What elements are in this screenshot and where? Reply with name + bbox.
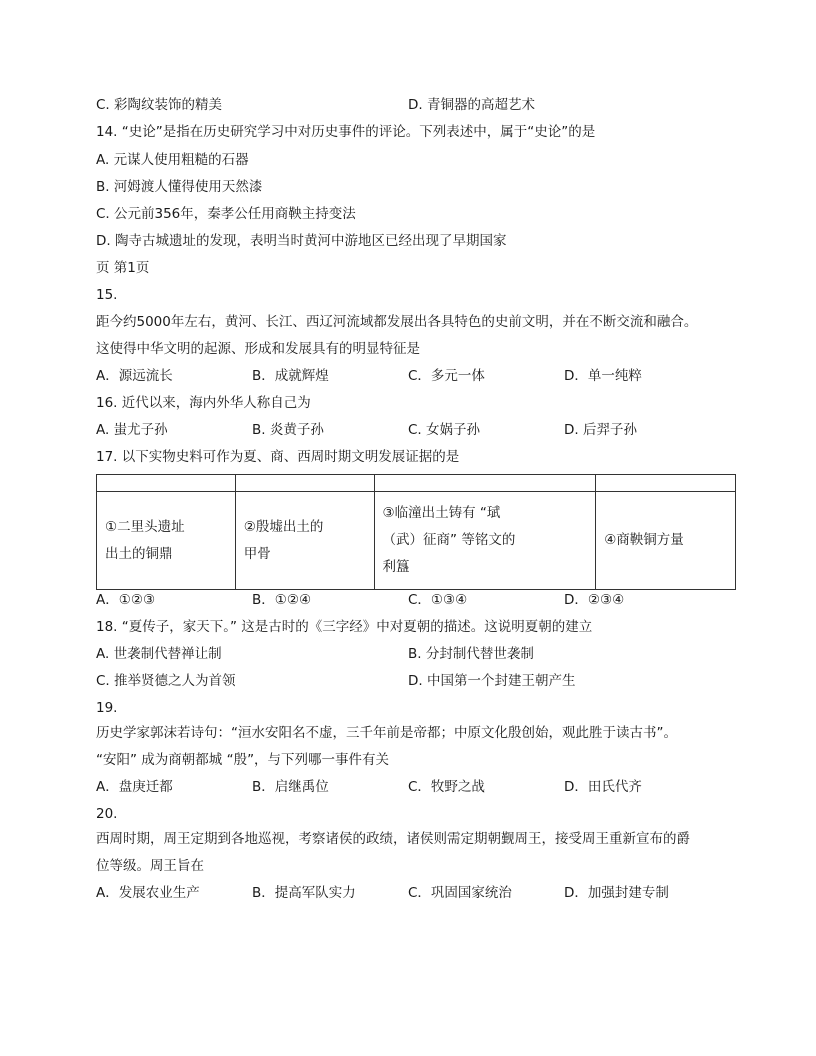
q14-option-c: C. 公元前356年，秦孝公任用商鞅主持变法 [96, 206, 356, 222]
q18-option-a: A. 世袭制代替禅让制 [96, 646, 222, 662]
q15-number: 15. [96, 287, 118, 303]
q19-option-d: D．田氏代齐 [564, 779, 642, 795]
table-row [97, 492, 736, 590]
q20-option-b: B．提高军队实力 [252, 885, 356, 901]
table-cell-3: ③临潼出土铸有 “珷 （武）征商” 等铭文的 利簋 [374, 492, 596, 590]
q13-option-c: C. 彩陶纹装饰的精美 [96, 97, 223, 113]
q16-option-d: D. 后羿子孙 [564, 422, 637, 438]
table-cell-4: ④商鞅铜方量 [596, 492, 736, 590]
q16-option-b: B. 炎黄子孙 [252, 422, 324, 438]
q17-evidence-table [96, 474, 736, 590]
q17-option-a: A．①②③ [96, 592, 156, 608]
q14-stem: 14. “史论”是指在历史研究学习中对历史事件的评论。下列表述中，属于“史论”的是 [96, 124, 596, 140]
q13-option-d: D. 青铜器的高超艺术 [408, 97, 535, 113]
q14-option-a: A. 元谋人使用粗糙的石器 [96, 152, 249, 168]
q20-number: 20. [96, 806, 118, 822]
q20-option-c: C．巩固国家统治 [408, 885, 512, 901]
q16-option-c: C. 女娲子孙 [408, 422, 481, 438]
table-cell-2: ②殷墟出土的 甲骨 [235, 492, 374, 590]
q15-option-a: A．源远流长 [96, 368, 173, 384]
page-footer: 页 第1页 [96, 260, 150, 276]
q20-option-a: A．发展农业生产 [96, 885, 200, 901]
q14-option-b: B. 河姆渡人懂得使用天然漆 [96, 179, 263, 195]
q15-option-b: B．成就辉煌 [252, 368, 329, 384]
table-cell-1: ①二里头遗址 出土的铜鼎 [97, 492, 236, 590]
q18-option-b: B. 分封制代替世袭制 [408, 646, 534, 662]
q20-stem-line2: 位等级。周王旨在 [96, 858, 204, 874]
q14-option-d: D. 陶寺古城遗址的发现，表明当时黄河中游地区已经出现了早期国家 [96, 233, 507, 249]
q19-option-c: C．牧野之战 [408, 779, 485, 795]
q18-stem: 18. “夏传子，家天下。” 这是古时的《三字经》中对夏朝的描述。这说明夏朝的建立 [96, 619, 593, 635]
q15-stem-line1: 距今约5000年左右，黄河、长江、西辽河流域都发展出各具特色的史前文明，并在不断交流和融合。 [96, 314, 698, 330]
q15-option-c: C．多元一体 [408, 368, 485, 384]
q18-option-c: C. 推举贤德之人为首领 [96, 673, 236, 689]
q15-option-d: D．单一纯粹 [564, 368, 642, 384]
q19-option-b: B．启继禹位 [252, 779, 329, 795]
q19-number: 19. [96, 700, 118, 716]
q17-stem: 17. 以下实物史料可作为夏、商、西周时期文明发展证据的是 [96, 449, 460, 465]
q17-option-d: D．②③④ [564, 592, 625, 608]
q17-option-c: C．①③④ [408, 592, 468, 608]
q20-stem-line1: 西周时期，周王定期到各地巡视，考察诸侯的政绩，诸侯则需定期朝觐周王，接受周王重新宣布的爵 [96, 831, 690, 847]
q19-stem-line2: “安阳” 成为商朝都城 “殷”，与下列哪一事件有关 [96, 752, 390, 768]
q19-option-a: A．盘庚迁都 [96, 779, 173, 795]
q18-option-d: D. 中国第一个封建王朝产生 [408, 673, 576, 689]
q17-option-b: B．①②④ [252, 592, 312, 608]
q16-stem: 16. 近代以来，海内外华人称自己为 [96, 395, 311, 411]
q19-stem-line1: 历史学家郭沫若诗句：“洹水安阳名不虚，三千年前是帝都；中原文化殷创始，观此胜于读古书”。 [96, 725, 677, 741]
q16-option-a: A. 蚩尤子孙 [96, 422, 168, 438]
q15-stem-line2: 这使得中华文明的起源、形成和发展具有的明显特征是 [96, 341, 420, 357]
q20-option-d: D．加强封建专制 [564, 885, 669, 901]
table-header-row [97, 475, 736, 492]
